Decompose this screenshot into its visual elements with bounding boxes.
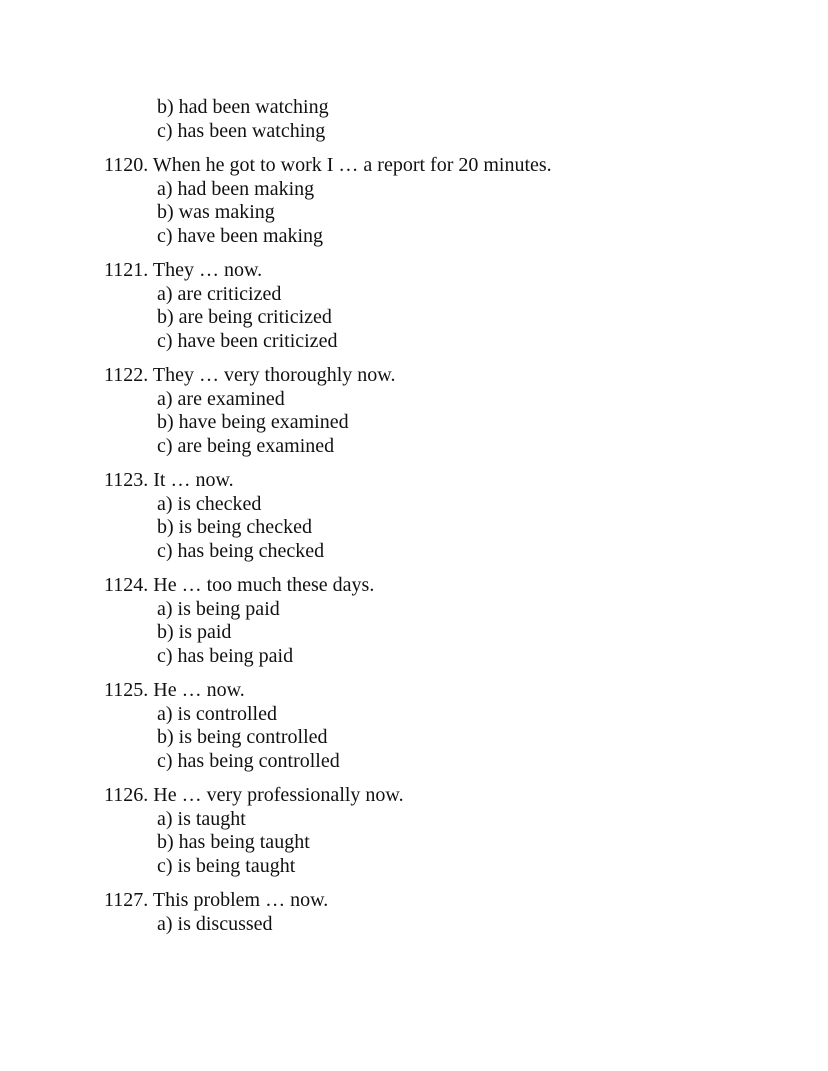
- question-1121: [104, 259, 784, 353]
- question-text: 1126. He … very professionally now.: [104, 784, 404, 806]
- option-c: c) has being paid: [157, 644, 294, 667]
- question-text: 1122. They … very thoroughly now.: [104, 364, 396, 386]
- question-text: 1124. He … too much these days.: [104, 574, 375, 596]
- option-a: a) is being paid: [157, 597, 280, 620]
- question-text: 1123. It … now.: [104, 469, 234, 491]
- question-text: 1125. He … now.: [104, 679, 245, 701]
- question-1125: [104, 679, 784, 773]
- question-1122: [104, 364, 784, 458]
- question-text: 1120. When he got to work I … a report for 20 minutes.: [104, 154, 552, 176]
- question-list: [104, 96, 784, 936]
- option-c: c) are being examined: [157, 434, 335, 457]
- option-c: c) has being checked: [157, 539, 325, 562]
- option-b: b) was making: [157, 201, 275, 223]
- option-a: a) is discussed: [157, 912, 273, 935]
- question-1123: [104, 469, 784, 563]
- option-a: a) are examined: [157, 387, 285, 410]
- question-1126: [104, 784, 784, 878]
- option-a: a) had been making: [157, 177, 315, 200]
- option: b) had been watching: [157, 96, 329, 118]
- option-b: b) is being checked: [157, 516, 312, 538]
- question-text: 1121. They … now.: [104, 259, 263, 281]
- option-b: b) is being controlled: [157, 726, 328, 748]
- option-a: a) is checked: [157, 492, 262, 515]
- question-1124: [104, 574, 784, 668]
- option-b: b) are being criticized: [157, 306, 332, 328]
- option-c: c) has being controlled: [157, 749, 340, 772]
- question-text: 1127. This problem … now.: [104, 889, 329, 911]
- option-c: c) is being taught: [157, 854, 296, 877]
- option-c: c) have been criticized: [157, 329, 338, 352]
- option-a: a) are criticized: [157, 282, 282, 305]
- question-1127: [104, 889, 784, 936]
- option: c) has been watching: [157, 119, 326, 142]
- option-b: b) have being examined: [157, 411, 349, 433]
- option-a: a) is taught: [157, 807, 246, 830]
- option-c: c) have been making: [157, 224, 324, 247]
- option-b: b) has being taught: [157, 831, 310, 853]
- option-a: a) is controlled: [157, 702, 277, 725]
- carryover-options: [104, 96, 784, 143]
- question-1120: [104, 154, 784, 248]
- option-b: b) is paid: [157, 621, 232, 643]
